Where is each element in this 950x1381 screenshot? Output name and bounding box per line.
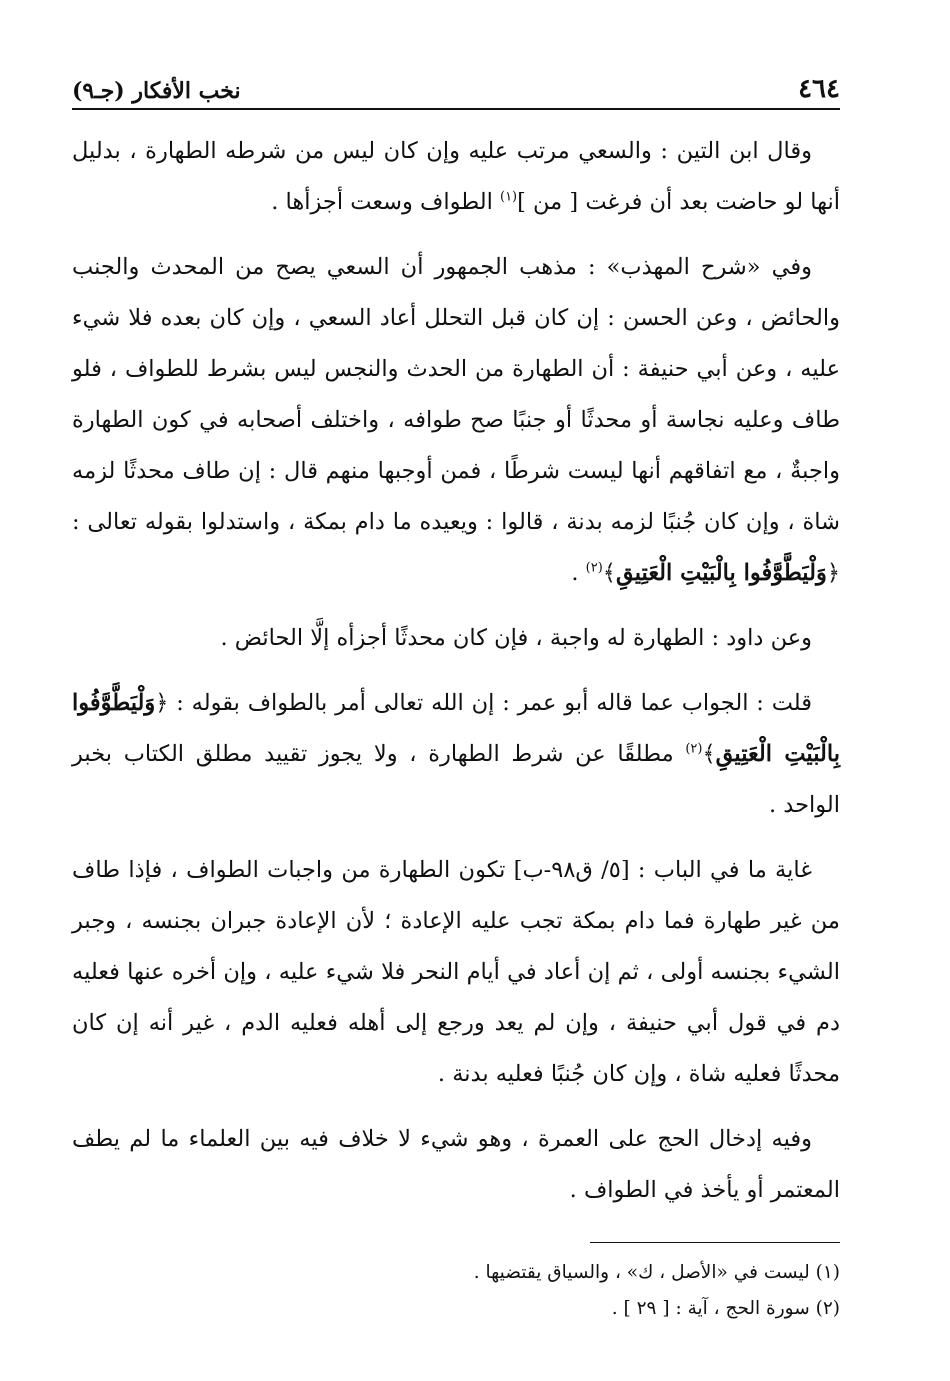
paragraph-4-text: قلت : الجواب عما قاله أبو عمر : إن الله تعالى أمر بالطواف بقوله : xyxy=(168,690,812,716)
paragraph-2-end: . xyxy=(571,560,586,586)
paragraph-6: وفيه إدخال الحج على العمرة ، وهو شيء لا خلاف فيه بين العلماء ما لم يطف المعتمر أو يأخذ في الطواف . xyxy=(72,1126,840,1203)
page-body xyxy=(72,126,840,1216)
quran-open-bracket: ﴿ xyxy=(155,690,169,716)
paragraph-5: غاية ما في الباب : [٥/ ق٩٨-ب] تكون الطهارة من واجبات الطواف ، فإذا طاف من غير طهارة فما دام بمكة تجب عليه الإعادة ؛ لأن الإعادة جبران بجنسه ، وجبر الشيء بجنسه أولى ، ثم إن أعاد في أيام النحر فلا شيء عليه ، وإن أخره عنها فعليه دم في قول أبي حنيفة ، وإن لم يعد ورجع إلى أهله فعليه الدم ، غير أنه إن كان محدثًا فعليه شاة ، وإن كان جُنبًا فعليه بدنة . xyxy=(72,857,840,1087)
paragraph-4 xyxy=(72,678,840,831)
quran-quote-1 xyxy=(603,560,840,586)
page-number: ٤٦٤ xyxy=(798,74,840,104)
footnote-ref-2b: (٢) xyxy=(685,741,703,757)
paragraph-1-text: وقال ابن التين : والسعي مرتب عليه وإن كان ليس من شرطه الطهارة ، بدليل أنها لو حاضت بعد أن فرغت [ من ] xyxy=(72,138,840,215)
page-header xyxy=(72,62,840,110)
paragraph-3: وعن داود : الطهارة له واجبة ، فإن كان محدثًا أجزأه إلَّا الحائض . xyxy=(220,625,812,651)
footnote-ref-2: (٢) xyxy=(585,560,603,576)
quran-verse-text: وَلْيَطَّوَّفُوا بِالْبَيْتِ الْعَتِيقِ xyxy=(72,690,840,767)
footnote-separator xyxy=(590,1242,840,1243)
footnotes xyxy=(72,1255,840,1327)
paragraph-2 xyxy=(72,242,840,599)
footnote-1: (١) ليست في «الأصل ، ك» ، والسياق يقتضيها . xyxy=(473,1262,840,1283)
paragraph-4-end: مطلقًا عن شرط الطهارة ، ولا يجوز تقييد مطلق الكتاب بخبر الواحد . xyxy=(72,741,840,818)
quran-open-bracket: ﴿ xyxy=(826,560,840,586)
quran-verse-text: وَلْيَطَّوَّفُوا بِالْبَيْتِ الْعَتِيقِ xyxy=(615,560,827,586)
book-page xyxy=(72,62,840,1342)
paragraph-1 xyxy=(72,126,840,228)
quran-close-bracket: ﴾ xyxy=(702,741,716,767)
footnote-2: (٢) سورة الحج ، آية : [ ٢٩ ] . xyxy=(611,1298,840,1319)
running-title: نخب الأفكار (جـ٩) xyxy=(72,78,241,104)
paragraph-1-end: الطواف وسعت أجزأها . xyxy=(271,189,500,215)
footnote-ref-1: (١) xyxy=(499,189,518,205)
paragraph-2-text: وفي «شرح المهذب» : مذهب الجمهور أن السعي يصح من المحدث والجنب والحائض ، وعن الحسن : إن كان قبل التحلل أعاد السعي ، وإن كان بعده فلا شيء عليه ، وعن أبي حنيفة : أن الطهارة من الحدث والنجس ليس بشرط للطواف ، فلو طاف وعليه نجاسة أو محدثًا أو جنبًا صح طوافه ، واختلف أصحابه في كون الطهارة واجبةٌ ، مع اتفاقهم أنها ليست شرطًا ، فمن أوجبها منهم قال : إن طاف محدثًا لزمه شاة ، وإن كان جُنبًا لزمه بدنة ، قالوا : ويعيده ما دام بمكة ، واستدلوا بقوله تعالى : xyxy=(72,254,840,535)
quran-close-bracket: ﴾ xyxy=(602,560,616,586)
